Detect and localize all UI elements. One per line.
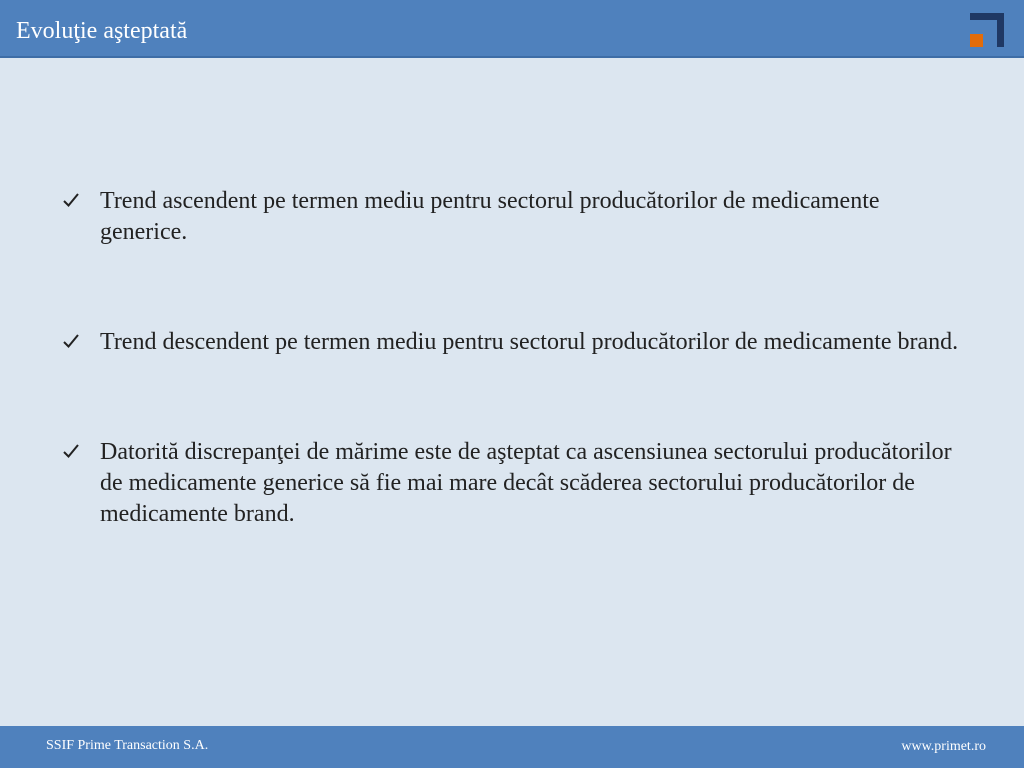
bullet-text: Trend ascendent pe termen mediu pentru sectorul producătorilor de medicamente generice. bbox=[100, 188, 880, 245]
checkmark-icon bbox=[62, 442, 80, 460]
footer-company: SSIF Prime Transaction S.A. bbox=[46, 738, 209, 753]
bullet-item bbox=[62, 437, 962, 530]
bullet-item bbox=[62, 186, 962, 248]
bullet-text: Trend descendent pe termen mediu pentru sectorul producătorilor de medicamente brand. bbox=[100, 329, 959, 355]
bullet-list bbox=[62, 186, 962, 530]
slide-footer bbox=[0, 726, 1024, 768]
slide-header bbox=[0, 0, 1024, 58]
prime-transaction-logo-icon bbox=[970, 13, 1004, 47]
slide-title: Evoluţie aşteptată bbox=[16, 18, 188, 44]
checkmark-icon bbox=[62, 332, 80, 350]
checkmark-icon bbox=[62, 191, 80, 209]
footer-website-link[interactable]: www.primet.ro bbox=[901, 739, 986, 754]
bullet-text: Datorită discrepanţei de mărime este de aşteptat ca ascensiunea sectorului producătorilor de medicamente generice să fie mai mare decât scăderea sectorului producătorilor de medicamente brand. bbox=[100, 439, 952, 527]
bullet-item bbox=[62, 327, 962, 358]
